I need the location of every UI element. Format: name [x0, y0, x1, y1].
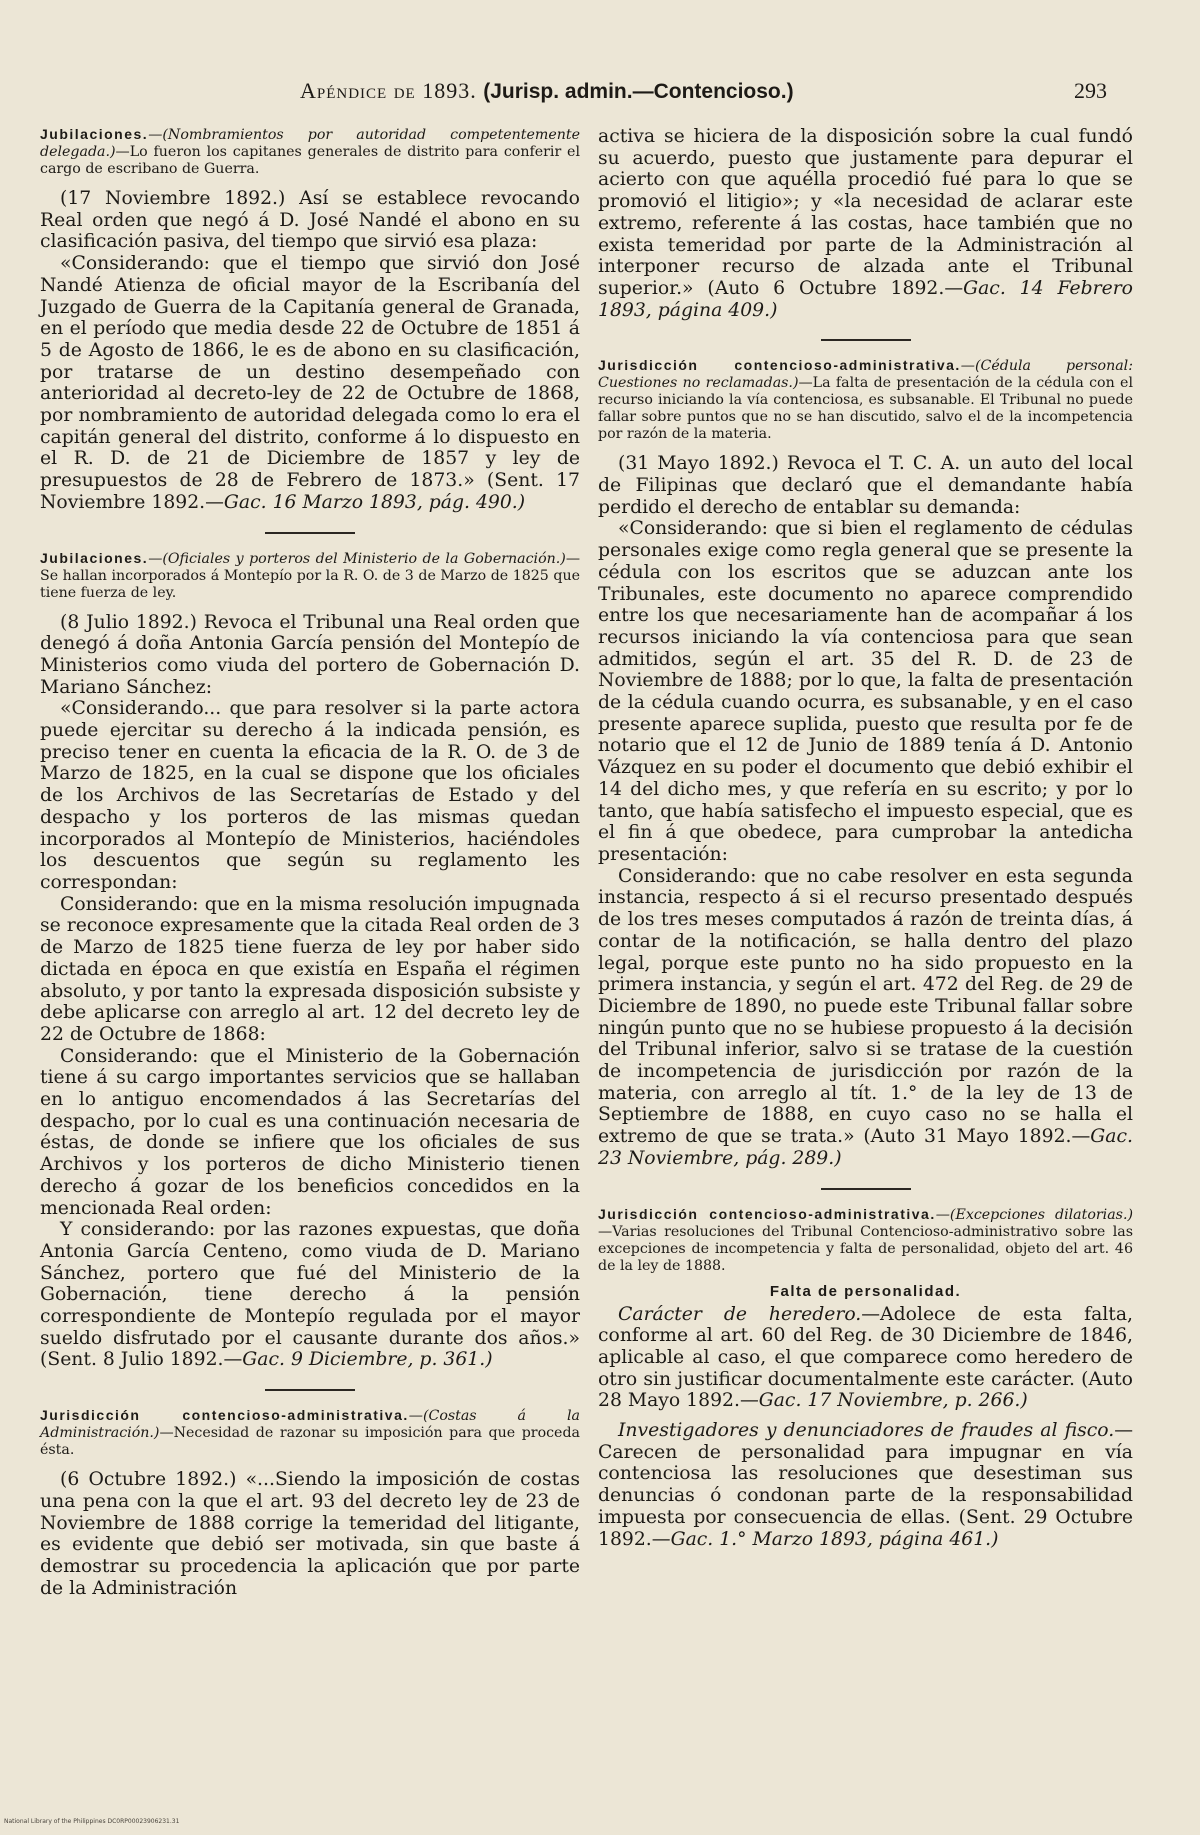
citation: Gac. 1.° Marzo 1893, página 461.) — [670, 1528, 999, 1550]
entry-summary: —Se hallan incorporados á Montepío por la R. O. de 3 de Marzo de 1825 que tiene fuerza de ley. — [40, 550, 580, 601]
paragraph — [598, 126, 1133, 321]
section-divider — [821, 339, 911, 341]
paragraph — [40, 1219, 580, 1371]
entry-summary: —Lo fueron los capitanes generales de distrito para conferir el cargo de escribano de Guerra. — [40, 144, 580, 177]
entry-heading — [598, 357, 1133, 443]
entry-summary: —Necesidad de razonar su imposición para que proceda ésta. — [40, 1425, 580, 1459]
item-lead: Investigadores y denunciadores de fraudes al fisco. — [618, 1420, 1115, 1442]
paragraph: (31 Mayo 1892.) Revoca el T. C. A. un auto del local de Filipinas que declaró que el demandante había perdido el derecho de entablar su demanda: — [598, 453, 1133, 518]
paragraph-text: Considerando: que no cabe resolver en esta segunda instancia, respecto á si el recurso presentado después de los tres meses computados á razón de treinta días, á contar de la notificación, se halla dentro del plazo legal, porque este punto no ha sido propuesto en la primera instancia, y según el art. 472 del Reg. de 29 de Diciembre de 1890, no puede este Tribunal fallar sobre ningún punto que no se hubiese propuesto á la decisión del Tribunal inferior, salvo si se tratase de la cuestión de incompetencia de jurisdicción por razón de la materia, con arreglo al tít. 1.° de la ley de 13 de Septiembre de 1888, en cuyo caso no se halla el extremo de que se trata.» (Auto 31 Mayo 1892.— — [598, 865, 1133, 1148]
item-lead: Carácter de heredero. — [618, 1303, 862, 1325]
paragraph — [598, 866, 1133, 1170]
entry-summary: —La falta de presentación de la cédula con el recurso iniciando la vía contenciosa, es subsanable. El Tribunal no puede fallar sobre puntos que no se han discutido, salvo el de la incompetencia por razón de la materia. — [598, 375, 1133, 443]
paragraph-text: —Adolece de esta falta, conforme al art. 60 del Reg. de 30 Diciembre de 1846, aplicable al caso, el que comparece como heredero de otro sin justificar documentalmente este carácter. (Auto 28 Mayo 1892.— — [598, 1303, 1133, 1412]
left-column — [40, 126, 580, 1599]
paragraph: (8 Julio 1892.) Revoca el Tribunal una Real orden que denegó á doña Antonia García pensión del Montepío de Ministerios como viuda del portero de Gobernación D. Mariano Sánchez: — [40, 611, 580, 698]
section-title: Falta de personalidad. — [769, 1282, 962, 1300]
paragraph-text: activa se hiciera de la disposición sobre la cual fundó su acuerdo, puesto que justamente para depurar el acierto con que aquélla procedió fué para lo que se promovió el litigio»; y «la necesidad de aclarar este extremo, referente á las costas, hace también que no exista temeridad por parte de la Administración al interponer recurso de alzada ante el Tribunal superior.» (Auto 6 Octubre 1892.— — [598, 126, 1133, 299]
paragraph: Considerando: que el Ministerio de la Gobernación tiene á su cargo importantes servicios que se hallaban en lo antiguo encomendados á las Secretarías del despacho, por lo cual es una continuación necesaria de éstas, de donde se infiere que los oficiales de sus Archivos y los porteros de dicho Ministerio tienen derecho á gozar de los beneficios concedidos en la mencionada Real orden: — [40, 1045, 580, 1219]
paragraph: (17 Noviembre 1892.) Así se establece revocando Real orden que negó á D. José Nandé el abono en su clasificación pasiva, del tiempo que sirvió esa plaza: — [40, 188, 580, 253]
paragraph: «Considerando... que para resolver si la parte actora puede ejercitar su derecho á la indicada pensión, es preciso tener en cuenta la eficacia de la R. O. de 3 de Marzo de 1825, en la cual se dispone que los oficiales de los Archivos de las Secretarías de Estado y del despacho y los porteros de las mismas quedan incorporados al Montepío de Ministerios, haciéndoles los descuentos que según su reglamento les correspondan: — [40, 698, 580, 893]
paragraph: «Considerando: que si bien el reglamento de cédulas personales exige como regla general que se presente la cédula con los escritos que se aduzcan ante los Tribunales, este documento no aparece comprendido entre los que necesariamente han de acompañar á los recursos iniciando la vía contenciosa para que sean admitidos, según el art. 35 del R. D. de 23 de Noviembre de 1888; por lo que, la falta de presentación de la cédula cuando ocurra, es subsanable, y en el caso presente aparece suplida, puesto que resulta por fe de notario que el 12 de Junio de 1889 tenía á D. Antonio Vázquez en su poder el documento que debió exhibir el 14 del dicho mes, y que refería en su escrito; y por lo tanto, que había satisfecho el impuesto especial, que es el fin á que obedece, para cumprobar la antedicha presentación: — [598, 518, 1133, 865]
section-divider — [821, 1188, 911, 1190]
entry-subtitle: —(Oficiales y porteros del Ministerio de la Gobernación.) — [148, 550, 566, 567]
citation: Gac. 17 Noviembre, p. 266.) — [758, 1390, 1028, 1412]
paragraph: (6 Octubre 1892.) «...Siendo la imposición de costas una pena con la que el art. 93 del decreto ley de 23 de Noviembre de 1888 corrige la temeridad del litigante, es evidente que debió ser motivada, sin que baste á demostrar su procedencia la aplicación que por parte de la Administración — [40, 1469, 580, 1599]
library-footer: National Library of the Philippines DC0RP00023906231.31 — [4, 1818, 180, 1825]
citation: Gac. 23 Noviembre, pág. 289.) — [598, 1126, 1133, 1169]
entry-keyword: Jubilaciones. — [40, 126, 149, 142]
running-head-suffix: (Jurisp. admin.—Contencioso.) — [483, 80, 794, 103]
entry-subtitle: —(Excepciones dilatorias.) — [935, 1206, 1133, 1223]
entry-heading — [40, 126, 580, 178]
entry-keyword: Jurisdicción contencioso-administrativa. — [598, 1205, 936, 1222]
paragraph-text: «Considerando: que el tiempo que sirvió don José Nandé Atienza de oficial mayor de la Escribanía del Juzgado de Guerra de la Capitanía general de Granada, en el período que media desde 22 de Octubre de 1851 á 5 de Agosto de 1866, le es de abono en su clasificación, por tratarse de un destino desempeñado con anterioridad al decreto-ley de 22 de Octubre de 1868, por nombramiento de autoridad delegada como lo era el capitán general del distrito, conforme á lo dispuesto en el R. D. de 21 de Diciembre de 1857 y ley de presupuestos de 28 de Febrero de 1873.» (Sent. 17 Noviembre 1892.— — [40, 253, 580, 513]
entry-subtitle: —(Costas á la Administración.) — [40, 1408, 580, 1442]
citation: Gac. 16 Marzo 1893, pág. 490.) — [223, 491, 526, 513]
section-divider — [265, 1389, 355, 1391]
paragraph — [598, 1304, 1133, 1413]
section-divider — [265, 532, 355, 534]
paragraph-text: Y considerando: por las razones expuestas, que doña Antonia García Centeno, como viuda de D. Mariano Sánchez, portero que fué del Ministerio de la Gobernación, tiene derecho á la pensión correspondiente de Montepío regulada por el mayor sueldo disfrutado por el causante durante dos años.» (Sent. 8 Julio 1892.— — [40, 1219, 580, 1371]
citation: Gac. 14 Febrero 1893, página 409.) — [598, 277, 1133, 321]
entry-summary: —Varias resoluciones del Tribunal Contencioso-administrativo sobre las excepciones de incompetencia y falta de personalidad, objeto del art. 46 de la ley de 1888. — [598, 1223, 1133, 1274]
paragraph-text: —Carecen de personalidad para impugnar en vía contenciosa las resoluciones que desestiman sus denuncias ó condonan parte de la responsabilidad impuesta por consecuencia de ellas. (Sent. 29 Octubre 1892.— — [598, 1420, 1133, 1550]
right-column — [598, 126, 1133, 1550]
running-head-title — [300, 78, 794, 104]
page-number: 293 — [1074, 78, 1107, 103]
paragraph — [40, 253, 580, 513]
running-head-prefix: Apéndice de 1893. — [300, 78, 477, 103]
entry-keyword: Jurisdicción contencioso-administrativa. — [598, 357, 961, 374]
paragraph — [598, 1420, 1133, 1550]
entry-subtitle: —(Cédula personal: Cuestiones no reclamadas.) — [598, 358, 1133, 392]
entry-heading — [40, 1407, 580, 1459]
entry-keyword: Jurisdicción contencioso-administrativa. — [40, 1407, 409, 1424]
entry-subtitle: —(Nombramientos por autoridad competentemente delegada.) — [40, 127, 580, 160]
paragraph: Considerando: que en la misma resolución impugnada se reconoce expresamente que la citada Real orden de 3 de Marzo de 1825 tiene fuerza de ley por haber sido dictada en época en que existía en España el régimen absoluto, y por tanto la expresada disposición subsiste y debe aplicarse con arreglo al art. 12 del decreto ley de 22 de Octubre de 1868: — [40, 893, 580, 1045]
entry-keyword: Jubilaciones. — [40, 549, 149, 566]
entry-heading — [598, 1206, 1133, 1275]
entry-heading — [40, 550, 580, 602]
running-head — [0, 74, 1200, 114]
citation: Gac. 9 Diciembre, p. 361.) — [242, 1349, 493, 1371]
